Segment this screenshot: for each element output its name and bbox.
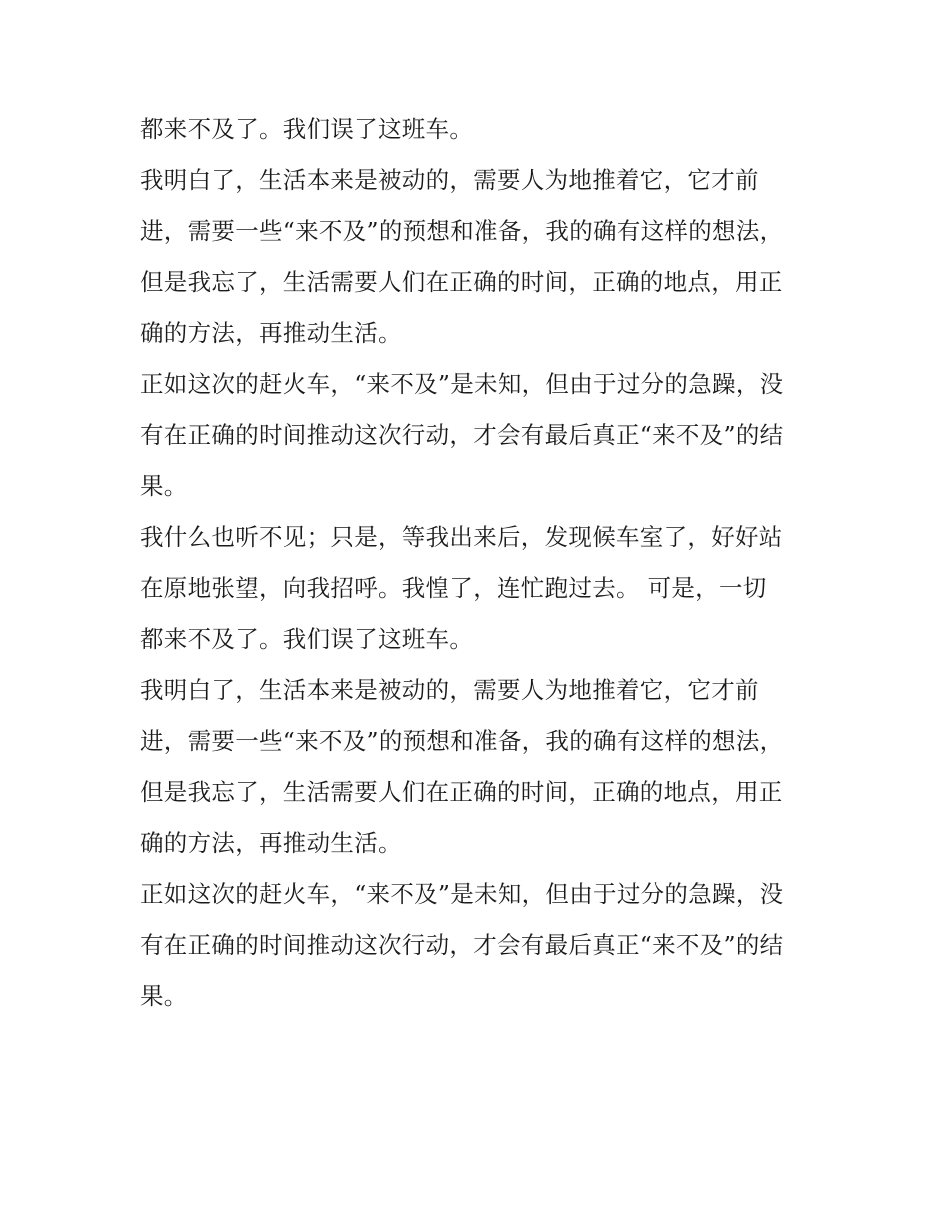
text-line: 有在正确的时间推动这次行动，才会有最后真正“来不及”的结	[140, 931, 784, 959]
text-line: 我明白了，生活本来是被动的，需要人为地推着它，它才前	[140, 166, 759, 194]
text-line: 果。	[140, 472, 188, 500]
text-line: 确的方法，再推动生活。	[140, 829, 402, 857]
text-line: 进，需要一些“来不及”的预想和准备，我的确有这样的想法，	[140, 217, 784, 245]
text-line: 都来不及了。我们误了这班车。	[140, 115, 474, 143]
text-line: 都来不及了。我们误了这班车。	[140, 625, 474, 653]
text-line: 在原地张望，向我招呼。我惶了，连忙跑过去。 可是，一切	[140, 574, 767, 602]
text-line: 我什么也听不见；只是，等我出来后，发现候车室了，好好站	[140, 523, 783, 551]
document-body	[140, 104, 820, 1022]
text-line: 但是我忘了，生活需要人们在正确的时间，正确的地点，用正	[140, 268, 783, 296]
text-line: 进，需要一些“来不及”的预想和准备，我的确有这样的想法，	[140, 727, 784, 755]
text-line: 果。	[140, 982, 188, 1010]
text-line: 确的方法，再推动生活。	[140, 319, 402, 347]
text-line: 有在正确的时间推动这次行动，才会有最后真正“来不及”的结	[140, 421, 784, 449]
text-line: 但是我忘了，生活需要人们在正确的时间，正确的地点，用正	[140, 778, 783, 806]
text-line: 正如这次的赶火车，“来不及”是未知，但由于过分的急躁，没	[140, 880, 784, 908]
text-line: 我明白了，生活本来是被动的，需要人为地推着它，它才前	[140, 676, 759, 704]
text-line: 正如这次的赶火车，“来不及”是未知，但由于过分的急躁，没	[140, 370, 784, 398]
